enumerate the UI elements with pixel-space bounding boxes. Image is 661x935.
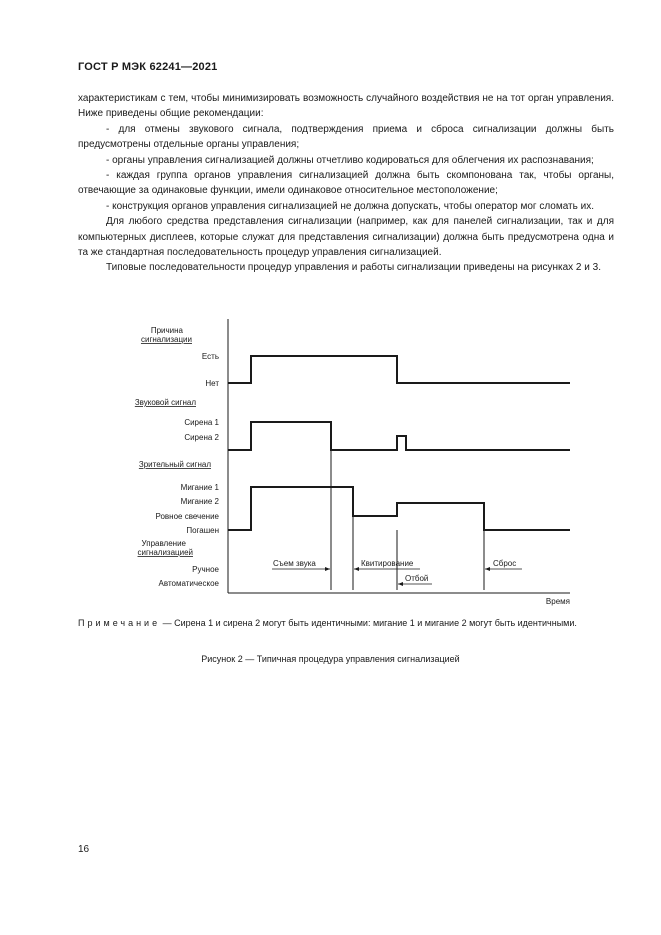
- bullet-4: - конструкция органов управления сигнализацией не должна допускать, чтобы оператор мог сломать их.: [106, 200, 594, 212]
- figure-note: [78, 617, 614, 630]
- control-header-line2: сигнализацией: [137, 548, 193, 557]
- label-automatic: Автоматическое: [158, 579, 219, 588]
- page-number: 16: [78, 844, 90, 855]
- visual-header: Зрительный сигнал: [138, 460, 211, 469]
- cause-trace: [228, 356, 570, 383]
- cause-header-line2: сигнализации: [140, 335, 192, 344]
- bullet-2: - органы управления сигнализацией должны отчетливо кодироваться для облегчения их распознавания;: [106, 154, 594, 166]
- release-arrowhead: [398, 582, 403, 586]
- acknowledge-arrowhead: [354, 567, 359, 571]
- figure-caption: Рисунок 2 — Типичная процедура управления сигнализацией: [201, 654, 460, 664]
- audio-header: Звуковой сигнал: [134, 398, 196, 407]
- label-off: Погашен: [186, 526, 219, 535]
- audio-trace: [228, 422, 570, 450]
- event-silence: Съем звука: [273, 559, 316, 568]
- label-manual: Ручное: [192, 565, 219, 574]
- bullet-1: - для отмены звукового сигнала, подтверждения приема и сброса сигнализации должны быть предусмотрены отдельные органы управления;: [78, 123, 614, 151]
- label-flash-1: Мигание 1: [180, 483, 219, 492]
- reset-arrowhead: [485, 567, 490, 571]
- note-label: Примечание: [78, 618, 161, 628]
- axis-time-label: Время: [545, 597, 570, 606]
- paragraph-2: Для любого средства представления сигнализации (например, как для панелей сигнализации, так и для компьютерных дисплеев, которые служат для представления сигнализации) должна быть предусмотрена одна и та же стандартная последовательность процедур управления сигнализацией.: [78, 216, 614, 259]
- silence-arrowhead: [325, 567, 330, 571]
- label-siren-1: Сирена 1: [184, 418, 219, 427]
- event-acknowledge: Квитирование: [361, 559, 414, 568]
- event-release: Отбой: [405, 574, 429, 583]
- cause-header-line1: Причина: [150, 326, 183, 335]
- paragraph-1: характеристикам с тем, чтобы минимизировать возможность случайного воздействия не на тот орган управления. Ниже приведены общие рекомендации:: [78, 93, 614, 120]
- note-text: — Сирена 1 и сирена 2 могут быть идентичными: мигание 1 и мигание 2 могут быть идентичными.: [160, 618, 577, 628]
- label-yes: Есть: [201, 352, 219, 361]
- label-steady: Ровное свечение: [155, 512, 219, 521]
- paragraph-3: Типовые последовательности процедур управления и работы сигнализации приведены на рисунках 2 и 3.: [106, 262, 601, 274]
- visual-trace: [228, 487, 570, 530]
- bullet-3: - каждая группа органов управления сигнализацией должна быть скомпонована так, чтобы органы, отвечающие за одинаковые функции, имели одинаковое относительное местоположение;: [78, 170, 614, 197]
- event-reset: Сброс: [493, 559, 517, 568]
- label-no: Нет: [205, 379, 219, 388]
- label-flash-2: Мигание 2: [180, 497, 219, 506]
- document-header: ГОСТ Р МЭК 62241—2021: [78, 61, 218, 73]
- label-siren-2: Сирена 2: [184, 433, 219, 442]
- control-header-line1: Управление: [141, 539, 186, 548]
